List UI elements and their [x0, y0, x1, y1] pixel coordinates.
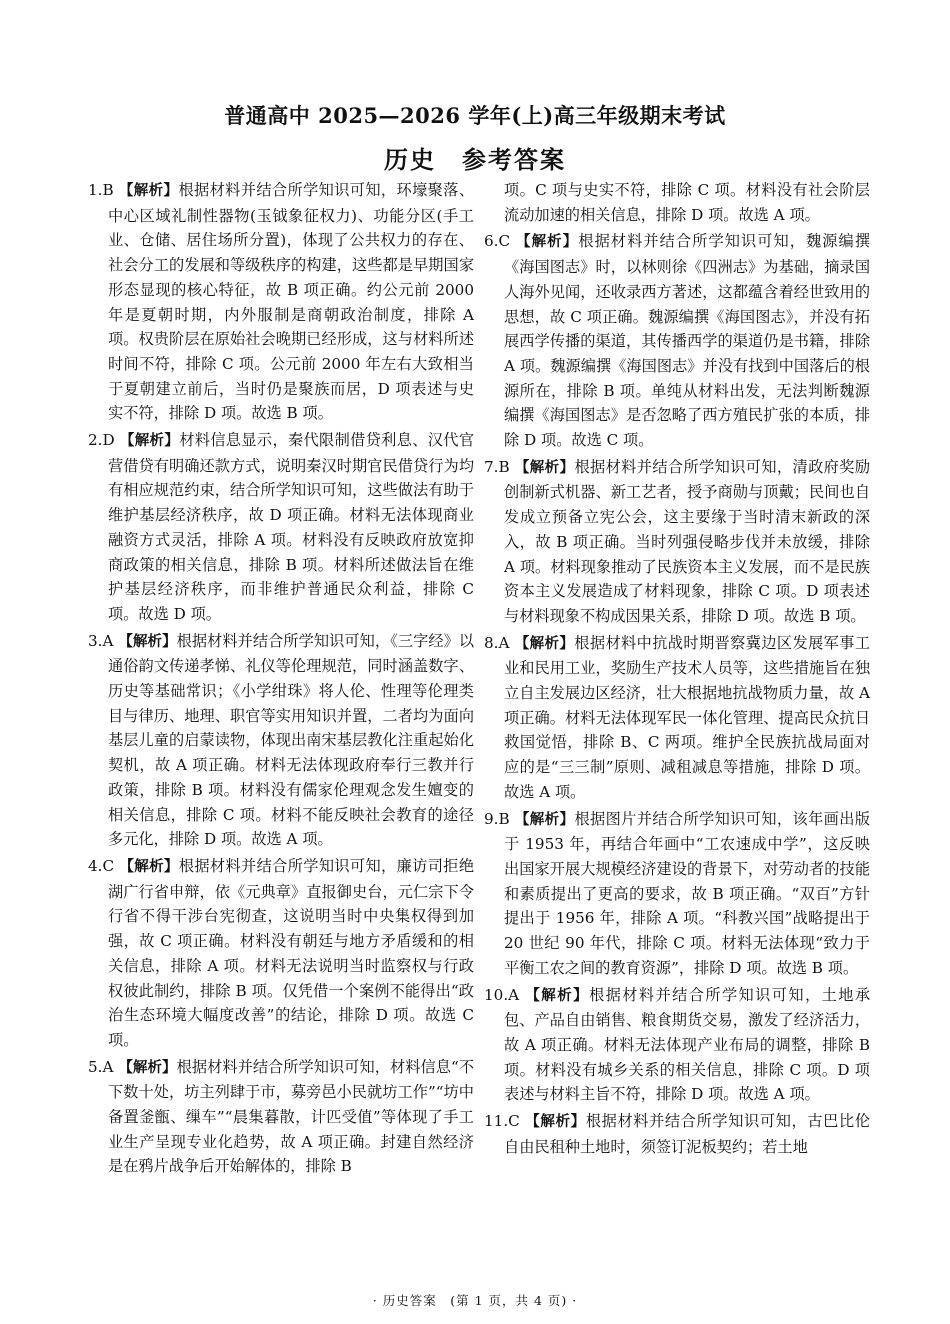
answer-item	[88, 178, 474, 426]
answer-number: 7.B	[484, 457, 510, 476]
analysis-tag: 【解析】	[119, 433, 180, 450]
answer-text: 材料信息显示，秦代限制借贷利息、汉代官营借贷有明确还款方式，说明秦汉时期官民借贷行为均有相应规范约束，结合所学知识可知，这些做法有助于维护基层经济秩序，故 D 项正确。材料无法体现商业融资方式灵活，排除 A 项。材料没有反映政府放宽抑商政策的相关信息，排除 B 项。材料所述做法旨在维护基层经济秩序，而非维护普通民众利益，排除 C 项。故选 D 项。	[108, 431, 475, 623]
right-column	[484, 178, 870, 1161]
exam-title: 普通高中 2025—2026 学年(上)高三年级期末考试	[224, 103, 726, 128]
answer-item	[484, 631, 870, 805]
answer-number: 5.A	[88, 1057, 114, 1076]
answer-number: 3.A	[88, 631, 114, 650]
answer-text: 根据材料并结合所学知识可知，清政府奖励创制新式机器、新工艺者，授予商勋与顶戴；民间也自发成立预备立宪公会，这主要缘于当时清末新政的深入，故 B 项正确。当时列强侵略步伐并未放缓，排除 A 项。材料现象推动了民族资本主义发展，而不是民族资本主义发展造成了材料现象，排除 C 项。D 项表述与材料现象不构成因果关系，排除 D 项。故选 B 项。	[504, 457, 871, 625]
answer-text: 根据材料并结合所学知识可知，《三字经》以通俗韵文传递孝悌、礼仪等伦理规范，同时涵盖数字、历史等基础常识；《小学绀珠》将人伦、性理等伦理类目与律历、地理、职官等实用知识并置，二者均为面向基层儿童的启蒙读物，体现出南宋基层教化注重起始化契机，故 A 项正确。材料无法体现政府奉行三教并行政策，排除 B 项。材料没有儒家伦理观念发生嬗变的相关信息，排除 C 项。材料不能反映社会教育的途径多元化，排除 D 项。故选 A 项。	[108, 631, 475, 849]
page-footer: · 历史答案 (第 1 页，共 4 页) ·	[372, 1293, 578, 1308]
answer-text: 根据图片并结合所学知识可知，该年画出版于 1953 年，再结合年画中“工农速成中学”，这反映出国家开展大规模经济建设的背景下，对劳动者的技能和素质提出了更高的要求，故 B 项正确。“双百”方针提出于 1956 年，排除 A 项。“科教兴国”战略提出于 20 世纪 90 年代，排除 C 项。材料无法体现“致力于平衡工农之间的教育资源”，排除 D 项。故选 B 项。	[504, 809, 871, 977]
analysis-tag: 【解析】	[118, 183, 179, 199]
answer-number: 2.D	[88, 431, 115, 450]
analysis-tag: 【解析】	[516, 234, 579, 251]
answer-number: 4.C	[88, 856, 115, 875]
analysis-tag: 【解析】	[525, 987, 590, 1004]
answer-text: 根据材料并结合所学知识可知，材料信息“不下数十处，坊主列肆于市，募旁邑小民就坊工作”“坊中备置釜甑、缫车”“晨集暮散，计匹受值”等体现了手工业生产呈现专业化趋势，故 A 项正确。封建自然经济是在鸦片战争后开始解体的，排除 B	[108, 1057, 475, 1176]
analysis-tag: 【解析】	[514, 635, 575, 652]
answer-text: 根据材料并结合所学知识可知，古巴比伦自由民租种土地时，须签订泥板契约；若土地	[504, 1112, 871, 1156]
analysis-tag: 【解析】	[525, 1114, 586, 1131]
analysis-tag: 【解析】	[118, 1059, 177, 1076]
answer-text: 根据材料并结合所学知识可知，土地承包、产品自由销售、粮食期货交易，激发了经济活力，故 A 项正确。材料无法体现产业布局的调整，排除 B 项。材料没有城乡关系的相关信息，排除 C 项。D 项表述与材料主旨不符，排除 D 项。故选 A 项。	[504, 985, 870, 1104]
analysis-tag: 【解析】	[119, 858, 179, 875]
answer-item	[484, 229, 870, 452]
answer-item	[88, 854, 474, 1053]
answer-number: 1.B	[88, 181, 114, 199]
answer-number: 10.A	[484, 985, 520, 1004]
answer-number: 6.C	[484, 232, 511, 251]
answer-item	[88, 1055, 474, 1180]
answer-subtitle: 历史 参考答案	[384, 145, 566, 174]
answer-number: 9.B	[484, 809, 510, 828]
analysis-tag: 【解析】	[514, 811, 575, 828]
answer-item	[484, 178, 870, 227]
answer-number: 11.C	[484, 1112, 520, 1131]
answer-text: 项。C 项与史实不符，排除 C 项。材料没有社会阶层流动加速的相关信息，排除 D 项。故选 A 项。	[504, 181, 870, 224]
answer-item	[484, 807, 870, 981]
answer-text: 根据材料中抗战时期晋察冀边区发展军事工业和民用工业，奖励生产技术人员等，这些措施旨在独立自主发展边区经济，壮大根据地抗战物质力量，故 A 项正确。材料无法体现军民一体化管理、提高民众抗日救国觉悟，排除 B、C 两项。维护全民族抗战局面对应的是“三三制”原则、减租减息等措施，排除 D 项。故选 A 项。	[504, 633, 871, 801]
analysis-tag: 【解析】	[118, 633, 177, 650]
left-column	[88, 178, 474, 1181]
answer-text: 根据材料并结合所学知识可知，廉访司拒绝湖广行省申辩，依《元典章》直报御史台，元仁宗下令行省不得干涉台宪彻查，这说明当时中央集权得到加强，故 C 项正确。材料没有朝廷与地方矛盾缓和的相关信息，排除 A 项。材料无法说明当时监察权与行政权彼此制约，排除 B 项。仅凭借一个案例不能得出“政治生态环境大幅度改善”的结论，排除 D 项。故选 C 项。	[108, 856, 475, 1049]
answer-text: 根据材料并结合所学知识可知，环壕聚落、中心区域礼制性器物(玉钺象征权力)、功能分区(手工业、仓储、居住场所分置)，体现了公共权力的存在、社会分工的发展和等级秩序的构建，这些都是早期国家形态显现的核心特征，故 B 项正确。约公元前 2000 年是夏朝时期，内外服制是商朝政治制度，排除 A 项。权贵阶层在原始社会晚期已经形成，这与材料所述时间不符，排除 C 项。公元前 2000 年左右大致相当于夏朝建立前后，当时仍是聚族而居，D 项表述与史实不符，排除 D 项。故选 B 项。	[108, 181, 475, 423]
answer-item	[484, 455, 870, 629]
answer-item	[88, 428, 474, 627]
answer-item	[484, 1109, 870, 1159]
answer-number: 8.A	[484, 633, 510, 652]
answer-text: 根据材料并结合所学知识可知，魏源编撰《海国图志》时，以林则徐《四洲志》为基础，摘录国人海外见闻，还收录西方著述，这都蕴含着经世致用的思想，故 C 项正确。魏源编撰《海国图志》，并没有拓展西学传播的渠道，其传播西学的渠道仍是书籍，排除 A 项。魏源编撰《海国图志》并没有找到中国落后的根源所在，排除 B 项。单纯从材料出发，无法判断魏源编撰《海国图志》是否忽略了西方殖民扩张的本质，排除 D 项。故选 C 项。	[504, 232, 871, 450]
answer-item	[88, 629, 474, 852]
answer-item	[484, 983, 870, 1108]
analysis-tag: 【解析】	[514, 459, 575, 476]
